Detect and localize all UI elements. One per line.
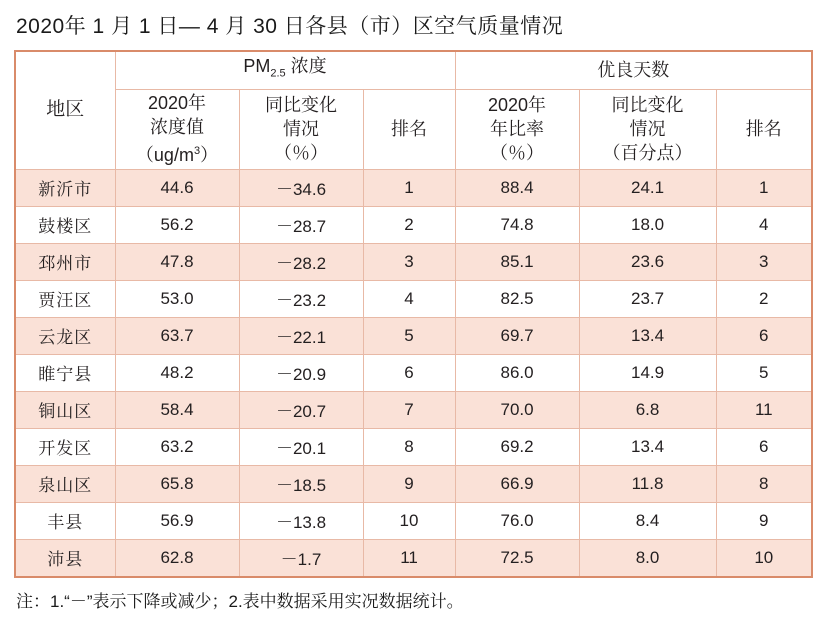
cell-region: 新沂市 [15,169,115,206]
column-header-region: 地区 [15,51,115,169]
cell-pm-rank: 11 [363,539,455,577]
cell-day-rank: 8 [716,465,812,502]
cell-day-value: 88.4 [455,169,579,206]
header-sub-row [15,89,812,169]
cell-pm-rank: 10 [363,502,455,539]
day-change-line1: 同比变化 [611,95,684,115]
cell-pm-value: 58.4 [115,391,239,428]
cell-region: 邳州市 [15,243,115,280]
cell-region: 铜山区 [15,391,115,428]
cell-day-rank: 3 [716,243,812,280]
table-note: 注：1.“－”表示下降或减少；2.表中数据采用实况数据统计。 [16,591,464,611]
header-group-row [15,51,812,89]
cell-pm-value: 48.2 [115,354,239,391]
column-header-pm-rank: 排名 [363,89,455,169]
cell-day-value: 76.0 [455,502,579,539]
cell-pm-value: 63.2 [115,428,239,465]
cell-pm-change: －28.2 [239,243,363,280]
pm-value-line2: 浓度值 [150,117,204,137]
cell-pm-change: －20.9 [239,354,363,391]
cell-region: 贾汪区 [15,280,115,317]
cell-pm-rank: 3 [363,243,455,280]
cell-pm-value: 47.8 [115,243,239,280]
pm-change-line2: 情况 [283,119,319,139]
cell-day-value: 72.5 [455,539,579,577]
cell-region: 鼓楼区 [15,206,115,243]
cell-day-rank: 10 [716,539,812,577]
cell-day-change: 11.8 [579,465,716,502]
cell-day-change: 23.6 [579,243,716,280]
cell-day-change: 8.4 [579,502,716,539]
table-row [15,465,812,502]
table-header [15,51,812,169]
cell-pm-value: 56.2 [115,206,239,243]
pm-change-line1: 同比变化 [265,95,337,115]
cell-day-rank: 6 [716,428,812,465]
cell-pm-value: 53.0 [115,280,239,317]
cell-day-value: 66.9 [455,465,579,502]
cell-day-value: 85.1 [455,243,579,280]
pm25-label-suffix: 浓度 [285,56,327,77]
cell-region: 泉山区 [15,465,115,502]
table-row [15,280,812,317]
cell-day-change: 13.4 [579,428,716,465]
cell-day-change: 13.4 [579,317,716,354]
table-row [15,428,812,465]
column-header-day-rank: 排名 [716,89,812,169]
column-header-pm25-group [115,51,455,89]
cell-day-value: 69.2 [455,428,579,465]
cell-region: 丰县 [15,502,115,539]
cell-day-value: 82.5 [455,280,579,317]
cell-pm-change: －34.6 [239,169,363,206]
cell-day-value: 74.8 [455,206,579,243]
cell-pm-value: 63.7 [115,317,239,354]
cell-day-rank: 9 [716,502,812,539]
day-value-line2: 年比率 [490,119,545,139]
cell-day-change: 14.9 [579,354,716,391]
cell-pm-change: －18.5 [239,465,363,502]
table-row [15,169,812,206]
cell-pm-change: －28.7 [239,206,363,243]
cell-day-change: 23.7 [579,280,716,317]
table-row [15,317,812,354]
cell-pm-change: －1.7 [239,539,363,577]
cell-pm-rank: 5 [363,317,455,354]
pm25-label-sub: 2.5 [270,68,286,81]
cell-pm-value: 56.9 [115,502,239,539]
day-value-line3: （％） [490,143,545,163]
cell-pm-change: －13.8 [239,502,363,539]
table-row [15,243,812,280]
cell-day-change: 8.0 [579,539,716,577]
cell-day-change: 24.1 [579,169,716,206]
column-header-gooddays-group: 优良天数 [455,51,812,89]
cell-day-change: 18.0 [579,206,716,243]
cell-pm-rank: 7 [363,391,455,428]
cell-day-rank: 4 [716,206,812,243]
pm25-label-prefix: PM [243,56,271,77]
cell-day-rank: 5 [716,354,812,391]
cell-day-rank: 11 [716,391,812,428]
pm-unit-sup: 3 [193,145,201,157]
cell-day-rank: 1 [716,169,812,206]
cell-pm-rank: 1 [363,169,455,206]
cell-pm-value: 62.8 [115,539,239,577]
pm-value-line3 [116,139,239,167]
cell-pm-value: 65.8 [115,465,239,502]
pm-value-line1: 2020年 [147,93,207,113]
day-value-line1: 2020年 [488,95,547,115]
cell-region: 睢宁县 [15,354,115,391]
cell-day-rank: 6 [716,317,812,354]
column-header-pm-change [239,89,363,169]
cell-day-value: 70.0 [455,391,579,428]
table-row [15,539,812,577]
cell-region: 云龙区 [15,317,115,354]
cell-region: 沛县 [15,539,115,577]
table-row [15,502,812,539]
cell-day-value: 69.7 [455,317,579,354]
cell-pm-value: 44.6 [115,169,239,206]
cell-pm-change: －20.7 [239,391,363,428]
cell-pm-change: －20.1 [239,428,363,465]
table-row [15,206,812,243]
cell-pm-rank: 2 [363,206,455,243]
column-header-day-change [579,89,716,169]
cell-day-change: 6.8 [579,391,716,428]
air-quality-table [14,50,813,578]
table-row [15,391,812,428]
cell-region: 开发区 [15,428,115,465]
cell-pm-rank: 9 [363,465,455,502]
pm-unit-post: ） [200,145,219,165]
cell-pm-rank: 4 [363,280,455,317]
cell-pm-rank: 8 [363,428,455,465]
pm-change-line3: （％） [274,143,328,163]
table-body [15,169,812,577]
page-title: 2020年 1 月 1 日— 4 月 30 日各县（市）区空气质量情况 [16,15,564,38]
day-change-line2: 情况 [629,119,666,139]
pm-unit-pre: （ug/m [135,145,194,165]
table-row [15,354,812,391]
cell-pm-change: －23.2 [239,280,363,317]
cell-pm-rank: 6 [363,354,455,391]
day-change-line3: （百分点） [602,143,693,163]
column-header-pm-value [115,89,239,169]
cell-day-value: 86.0 [455,354,579,391]
cell-day-rank: 2 [716,280,812,317]
column-header-day-value [455,89,579,169]
cell-pm-change: －22.1 [239,317,363,354]
